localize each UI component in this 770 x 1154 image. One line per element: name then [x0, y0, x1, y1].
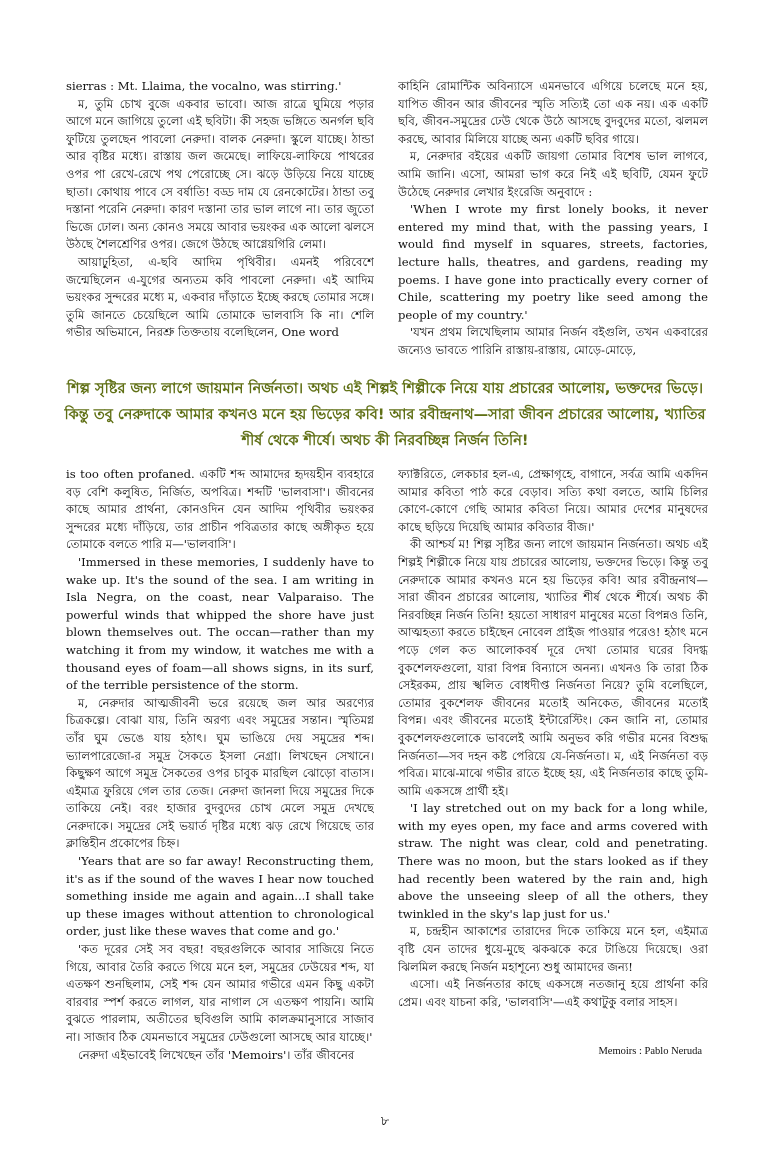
- paragraph: ম, চন্দ্রহীন আকাশের তারাদের দিকে তাকিয়ে মনে হল, এইমাত্র বৃষ্টি যেন তাদের ধুয়ে-মুছে ঝকঝকে করে টাঙিয়ে দিয়েছে। ওরা ঝিলমিল করছে নির্জন মহাশূন্যে শুধু আমাদের জন্য!: [398, 924, 708, 974]
- bottom-left-column: [66, 466, 374, 1106]
- paragraph: sierras : Mt. Llaima, the vocalno, was stirring.': [66, 79, 342, 93]
- paragraph: নেরুদা এইভাবেই লিখেছেন তাঁর 'Memoirs'। তাঁর জীবনের: [78, 1047, 355, 1062]
- quote-english: 'Years that are so far away! Reconstructing them, it's as if the sound of the waves I hear now touched something inside me again and again...I shall take up these images without attention to chronological order, just like these waves that come and go.': [66, 854, 374, 939]
- paragraph: ম, তুমি চোখ বুজে একবার ভাবো। আজ রাত্রে ঘুমিয়ে পড়ার আগে মনে জাগিয়ে তুলো এই ছবিটা। কী সহজ ভঙ্গিতে অনর্গল ছবি ফুটিয়ে তুলছেন পাবলো নেরুদা। বালক নেরুদা। স্কুলে যাচ্ছে। ঠান্ডা আর বৃষ্টির মধ্যে। রাস্তায় জল জমেছে। লাফিয়ে-লাফিয়ে পাথরের ওপর পা রেখে-রেখে পথ পেরোচ্ছে সে। ঝড়ে উড়িয়ে নিয়ে যাচ্ছে ছাতা। কোথায় পাবে সে বর্ষাতি! বড্ড দাম যে রেনকোটের। ঠান্ডা তবু দস্তানা পরেনি নেরুদা। কারণ দস্তানা তার ভাল লাগে না। তার জুতো ভিজে ঢোল। অন্য কোনও সময়ে আবার ভয়ংকর এক আলো ঝলসে উঠছে শৈলশ্রেণির ওপর। জেগে উঠছে আগ্নেয়গিরি লেমা।: [66, 96, 374, 252]
- bottom-right-column: [398, 466, 708, 1026]
- quote-english: 'When I wrote my first lonely books, it never entered my mind that, with the passing years, I would find myself in squares, streets, factories, lecture halls, theatres, and gardens, reading my poems. I have gone into practically every corner of Chile, scattering my poetry like seed among the people of my country.': [398, 202, 708, 322]
- quote-bengali: 'যখন প্রথম লিখেছিলাম আমার নির্জন বইগুলি, তখন একবারের জন্যেও ভাবতে পারিনি রাস্তায়-রাস্তায়, মোড়ে-মোড়ে,: [398, 325, 708, 357]
- top-left-column: [66, 78, 374, 368]
- paragraph: ম, নেরুদার বইয়ের একটি জায়গা তোমার বিশেষ ভাল লাগবে, আমি জানি। এসো, আমরা ভাগ করে নিই এই ছবিটি, যেমন ফুটে উঠেছে নেরুদার লেখার ইংরেজি অনুবাদে :: [398, 149, 708, 199]
- quote-english: 'I lay stretched out on my back for a long while, with my eyes open, my face and arms covered with straw. The night was clear, cold and penetrating. There was no moon, but the stars looked as if they had recently been watered by the rain and, high above the unseeing sleep of all the others, they twinkled in the sky's lap just for us.': [398, 801, 708, 921]
- source-credit: Memoirs : Pablo Neruda: [598, 1046, 702, 1057]
- paragraph: ম, নেরুদার আত্মজীবনী ভরে রয়েছে জল আর অরণ্যের চিত্রকল্পে। বোঝা যায়, তিনি অরণ্য এবং সমুদ্রের সন্তান। স্মৃতিমগ্ন তাঁর ঘুম ভেঙে যায় হঠাৎ। ঘুম ভাঙিয়ে দেয় সমুদ্রের শব্দ। ভ্যালপারেজো-র সমুদ্র সৈকতে ইসলা নেগ্রা। লিখছেন সেখানে। কিছুক্ষণ আগে সমুদ্র সৈকতের ওপর চাবুক মারছিল ঝোড়ো বাতাস। এইমাত্র ফুরিয়ে গেল তার তেজ। নেরুদা জানলা দিয়ে সমুদ্রের দিকে তাকিয়ে নেই। বরং হাজার বুদবুদের চোখ মেলে সমুদ্র দেখছে নেরুদাকে। সমুদ্রের সেই ভয়ার্ত দৃষ্টির মধ্যে ঝড় রেখে গিয়েছে তার ক্লান্তিহীন প্রকোপের চিহ্ন।: [66, 695, 374, 851]
- pull-quote: শিল্প সৃষ্টির জন্য লাগে জায়মান নির্জনতা। অথচ এই শিল্পই শিল্পীকে নিয়ে যায় প্রচারের আলোয়, ভক্তদের ভিড়ে। কিন্তু তবু নেরুদাকে আমার কখনও মনে হয় ভিড়ের কবি! আর রবীন্দ্রনাথ—সারা জীবন প্রচারের আলোয়, খ্যাতির শীর্ষ থেকে শীর্ষে। অথচ কী নিরবচ্ছিন্ন নির্জন তিনি!: [64, 381, 706, 449]
- quote-bengali: 'কত দূরের সেই সব বছর! বছরগুলিকে আবার সাজিয়ে নিতে গিয়ে, আবার তৈরি করতে গিয়ে মনে হল, সমুদ্রের ঢেউয়ের শব্দ, যা এতক্ষণ শুনছিলাম, সেই শব্দ যেন আমার গভীরে এমন কিছু একটা বারবার স্পর্শ করতে লাগল, যার নাগাল সে এতক্ষণ পায়নি। আমি বুঝতে পারলাম, অতীতের ছবিগুলি আমি কালক্রমানুসারে সাজাব না। সাজাব ঠিক যেমনভাবে সমুদ্রের ঢেউগুলো আসছে আর যাচ্ছে।': [66, 942, 374, 1044]
- paragraph: কী আশ্চর্য ম! শিল্প সৃষ্টির জন্য লাগে জায়মান নির্জনতা। অথচ এই শিল্পই শিল্পীকে নিয়ে যায় প্রচারের আলোয়, ভক্তদের ভিড়ে। কিন্তু তবু নেরুদাকে আমার কখনও মনে হয় ভিড়ের কবি! আর রবীন্দ্রনাথ—সারা জীবন প্রচারের আলোয়, খ্যাতির শীর্ষ থেকে শীর্ষে। অথচ কী নিরবচ্ছিন্ন নির্জন তিনি! হয়তো সাধারণ মানুষের মতো বিপন্নও তিনি, আত্মহত্যা করতে চাইছেন নোবেল প্রাইজ পাওয়ার পরেও! হঠাৎ মনে পড়ে গেল কত আলোকবর্ষ দূরে দেখা তোমার ঘরের বিদগ্ধ বুকশেলফগুলো, যারা বিপন্ন বিন্যাসে অনন্য। এখনও কি তারা ঠিক সেইরকম, প্রায় স্খলিত বোধদীপ্ত নির্জনতা নিয়ে? তুমি বলেছিলে, তোমার বুকশেলফ জীবনের মতোই অনিকেত, জীবনের মতোই বিপন্ন। এবং জীবনের মতোই ইন্টারেস্টিং। কেন জানি না, তোমার বুকশেলফগুলোকে ভাবলেই আমি অনুভব করি গভীর মনের বিশুদ্ধ নির্জনতা—সব দহন কষ্ট পেরিয়ে যে-নির্জনতা। ম, এই নির্জনতা বড় পবিত্র। মাঝে-মাঝে গভীর রাতে ইচ্ছে হয়, এই নির্জনতার কাছে তুমি-আমি একসঙ্গে প্রার্থী হই।: [398, 537, 708, 798]
- paragraph: এসো। এই নির্জনতার কাছে একসঙ্গে নতজানু হয়ে প্রার্থনা করি প্রেম। এবং যাচনা করি, 'ভালবাসি'—এই কথাটুকু বলার সাহস।: [398, 977, 708, 1009]
- paragraph: কাহিনি রোমান্টিক অবিন্যাসে এমনভাবে এগিয়ে চলেছে মনে হয়, যাপিত জীবন আর জীবনের স্মৃতি সত্যিই তো এক নয়। এক একটি ছবি, জীবন-সমুদ্রের ঢেউ থেকে উঠে আসছে বুদবুদের মতো, ঝলমল করছে, আবার মিলিয়ে যাচ্ছে অন্য একটি ছবির গায়ে।: [398, 79, 708, 146]
- paragraph: ফ্যাক্টরিতে, লেকচার হল-এ, প্রেক্ষাগৃহে, বাগানে, সর্বত্র আমি একদিন আমার কবিতা পাঠ করে বেড়াব। সত্যি কথা বলতে, আমি চিলির কোণে-কোণে গেছি আমার কবিতা নিয়ে। আমার দেশের মানুষদের কাছে ছড়িয়ে দিয়েছি আমার কবিতার বীজ।': [398, 467, 708, 534]
- quote-english: 'Immersed in these memories, I suddenly have to wake up. It's the sound of the sea. I am writing in Isla Negra, on the coast, near Valparaiso. The powerful winds that whipped the shore have just blown themselves out. The occan—rather than my watching it from my window, it watches me with a thousand eyes of foam—all shows signs, in its surf, of the terrible persistence of the storm.: [66, 554, 374, 693]
- top-right-column: [398, 78, 708, 368]
- paragraph: আয়াঢ়ুহিতা, এ-ছবি আদিম পৃথিবীর। এমনই পরিবেশে জন্মেছিলেন এ-যুগের অন্যতম কবি পাবলো নেরুদা। এই আদিম ভয়ংকর সুন্দরের মধ্যে ম, একবার দাঁড়াতে ইচ্ছে করছে তোমার সঙ্গে। তুমি জানতে চেয়েছিলে আমি তোমাকে ভালবাসি কি না। শেলি গভীর অভিমানে, নিরশ্রু তিক্ততায় বলেছিলেন, One word: [66, 254, 374, 340]
- paragraph: is too often profaned. একটি শব্দ আমাদের হৃদয়হীন ব্যবহারে বড় বেশি কলুষিত, নির্জিত, অপবিত্র। শব্দটি 'ভালবাসা'। জীবনের কাছে আমার প্রার্থনা, কোনওদিন যেন আদিম পৃথিবীর ভয়ংকর সুন্দরের মধ্যে দাঁড়িয়ে, তার প্রাচীন পবিত্রতার কাছে অঙ্গীকৃত হয়ে তোমাকে বলতে পারি ম—'ভালবাসি'।: [66, 467, 374, 552]
- page-number: ৮: [380, 1114, 390, 1129]
